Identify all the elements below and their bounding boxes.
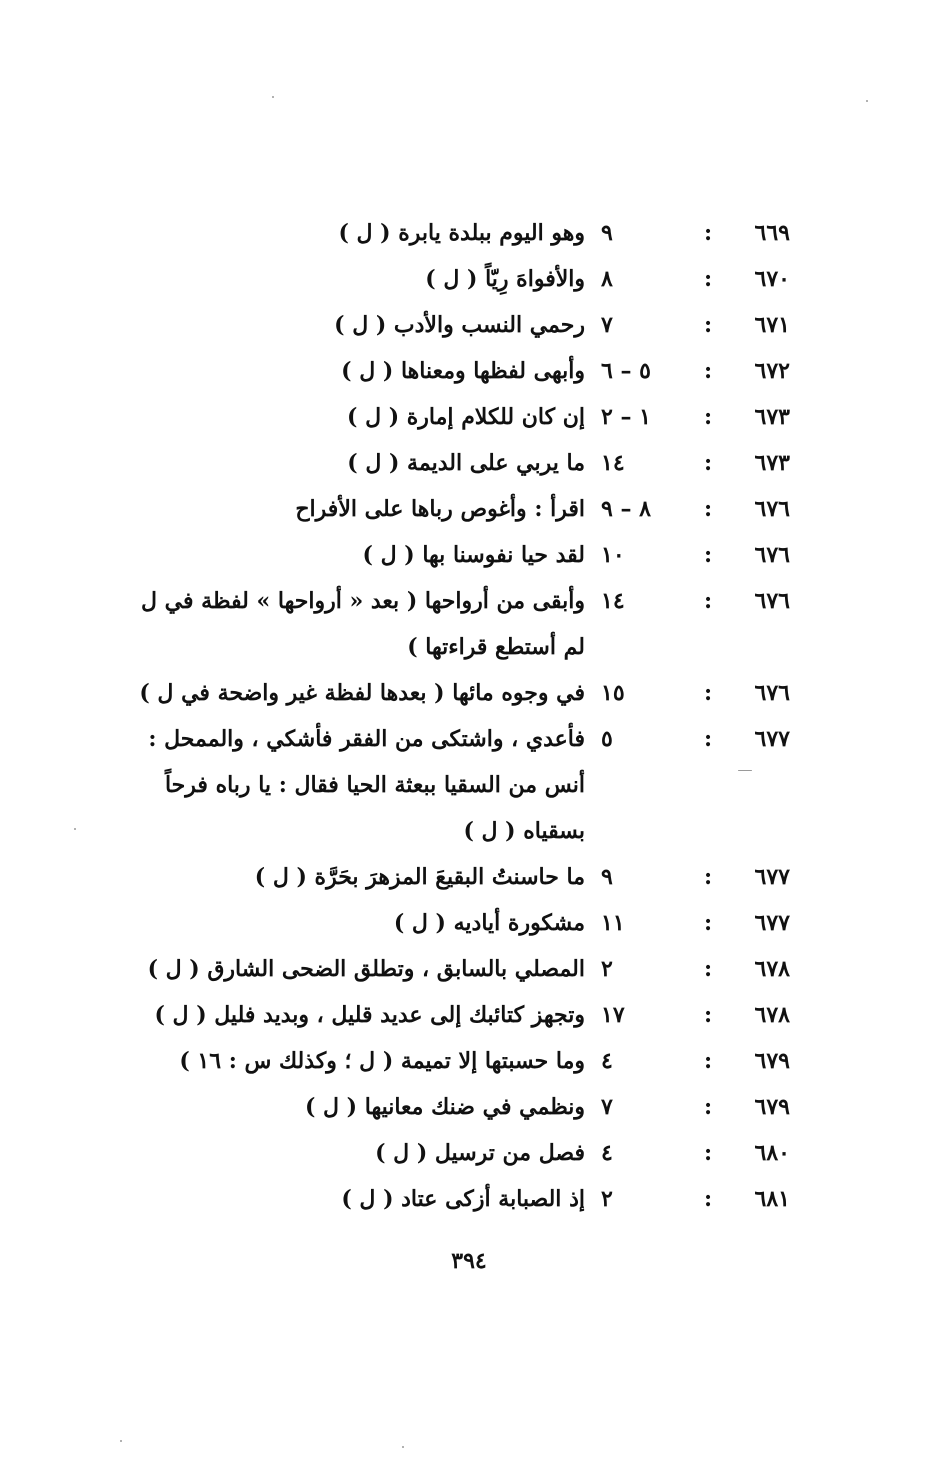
entry-text-line: وتجهز كتائبك إلى عديد قليل ، وبديد فليل ( ل )	[154, 1002, 585, 1028]
errata-entry	[130, 854, 790, 900]
entry-reference	[585, 1038, 790, 1084]
entry-text	[130, 578, 585, 670]
entry-text	[130, 440, 585, 486]
entry-page-number: ٦٧٢	[754, 358, 790, 384]
entry-text	[130, 256, 585, 302]
entry-reference	[585, 900, 790, 946]
entry-separator: :	[703, 496, 713, 522]
entry-reference	[585, 1130, 790, 1176]
entry-separator: :	[703, 1186, 713, 1212]
entry-reference	[585, 302, 790, 348]
entry-text-line: فأعدي ، واشتكى من الفقر فأشكي ، والممحل :	[148, 726, 585, 752]
entry-text-line: المصلي بالسابق ، وتطلق الضحى الشارق ( ل )	[147, 956, 585, 982]
errata-entry	[130, 716, 790, 854]
entry-separator: :	[703, 680, 713, 706]
entry-text-line: في وجوه مائها ( بعدها لفظة غير واضحة في ل )	[139, 680, 585, 706]
entry-page-number: ٦٨٠	[754, 1140, 790, 1166]
entry-text-line: إن كان للكلام إمارة ( ل )	[347, 404, 585, 430]
errata-entry	[130, 578, 790, 670]
entry-page-number: ٦٧٦	[754, 542, 790, 568]
entry-line-number: ٨ – ٩	[601, 496, 651, 522]
errata-entry	[130, 1084, 790, 1130]
entry-separator: :	[703, 1140, 713, 1166]
entry-text	[130, 946, 585, 992]
entry-line-number: ١ – ٢	[601, 404, 651, 430]
entry-page-number: ٦٧٦	[754, 680, 790, 706]
entry-text	[130, 210, 585, 256]
errata-entry	[130, 302, 790, 348]
entry-page-number: ٦٧٣	[754, 450, 790, 476]
entry-reference	[585, 1176, 790, 1222]
entry-page-number: ٦٧٠	[754, 266, 790, 292]
entry-page-number: ٦٧٦	[754, 588, 790, 614]
errata-entry	[130, 1176, 790, 1222]
entry-page-number: ٦٧٦	[754, 496, 790, 522]
entry-text	[130, 900, 585, 946]
page-number: ٣٩٤	[451, 1248, 487, 1274]
entry-line-number: ٢	[601, 956, 613, 982]
entry-reference	[585, 670, 790, 716]
entry-text-line: رحمي النسب والأدب ( ل )	[334, 312, 585, 338]
entry-text-line: أنس من السقيا ببعثة الحيا فقال : يا رباه فرحاً	[164, 772, 585, 798]
entry-separator: :	[703, 1002, 713, 1028]
entry-text-line: وأبقى من أرواحها ( بعد « أرواحها » لفظة في ل	[141, 588, 585, 614]
entry-text	[130, 394, 585, 440]
entry-page-number: ٦٦٩	[754, 220, 790, 246]
entry-page-number: ٦٨١	[754, 1186, 790, 1212]
entry-separator: :	[703, 404, 713, 430]
scan-speck	[866, 100, 868, 102]
entry-text-line: لم أستطع قراءتها )	[407, 634, 585, 660]
entry-text	[130, 1176, 585, 1222]
entry-line-number: ٧	[601, 312, 613, 338]
entry-line-number: ٢	[601, 1186, 613, 1212]
entry-reference	[585, 532, 790, 578]
entry-page-number: ٦٧٨	[754, 956, 790, 982]
entry-line-number: ١٥	[601, 680, 625, 706]
entry-text-line: لقد حيا نفوسنا بها ( ل )	[362, 542, 585, 568]
scan-speck	[402, 1446, 404, 1448]
entry-reference	[585, 992, 790, 1038]
entry-text	[130, 348, 585, 394]
entry-reference	[585, 578, 790, 624]
entry-reference	[585, 256, 790, 302]
entry-reference	[585, 210, 790, 256]
scan-speck	[120, 1440, 122, 1442]
entry-separator: :	[703, 864, 713, 890]
entry-page-number: ٦٧٧	[754, 910, 790, 936]
errata-entry	[130, 256, 790, 302]
entry-line-number: ٥ – ٦	[601, 358, 651, 384]
entry-text	[130, 532, 585, 578]
entry-separator: :	[703, 312, 713, 338]
entry-page-number: ٦٧١	[754, 312, 790, 338]
entry-separator: :	[703, 910, 713, 936]
entry-line-number: ٥	[601, 726, 613, 752]
entry-page-number: ٦٧٧	[754, 864, 790, 890]
entry-text	[130, 1038, 585, 1084]
entry-page-number: ٦٧٩	[754, 1094, 790, 1120]
entry-text-line: اقرأ : وأغوص رباها على الأفراح	[295, 496, 585, 522]
entry-text-line: ونظمي في ضنك معانيها ( ل )	[304, 1094, 585, 1120]
entry-reference	[585, 440, 790, 486]
errata-entry	[130, 1038, 790, 1084]
errata-list	[130, 210, 790, 1222]
entry-separator: :	[703, 220, 713, 246]
entry-reference	[585, 854, 790, 900]
entry-line-number: ١٠	[601, 542, 625, 568]
errata-entry	[130, 900, 790, 946]
entry-separator: :	[703, 588, 713, 614]
entry-reference	[585, 394, 790, 440]
entry-text-line: وأبهى لفظها ومعناها ( ل )	[341, 358, 585, 384]
entry-separator: :	[703, 450, 713, 476]
entry-text-line: وهو اليوم ببلدة يابرة ( ل )	[338, 220, 585, 246]
entry-text	[130, 992, 585, 1038]
entry-line-number: ٩	[601, 220, 613, 246]
entry-text	[130, 716, 585, 854]
entry-reference	[585, 348, 790, 394]
entry-text-line: والأفواهَ رِيّاً ( ل )	[425, 266, 585, 292]
entry-reference	[585, 716, 790, 762]
entry-text	[130, 1084, 585, 1130]
entry-text	[130, 302, 585, 348]
entry-text	[130, 854, 585, 900]
entry-separator: :	[703, 956, 713, 982]
errata-entry	[130, 532, 790, 578]
entry-page-number: ٦٧٧	[754, 726, 790, 752]
entry-text	[130, 670, 585, 716]
entry-separator: :	[703, 1094, 713, 1120]
entry-reference	[585, 1084, 790, 1130]
entry-line-number: ١٤	[601, 450, 625, 476]
scan-speck	[74, 828, 76, 830]
entry-text-line: مشكورة أياديه ( ل )	[393, 910, 585, 936]
entry-reference	[585, 486, 790, 532]
entry-line-number: ٨	[601, 266, 613, 292]
entry-line-number: ٩	[601, 864, 613, 890]
entry-text-line: بسقياه ( ل )	[463, 818, 585, 844]
errata-entry	[130, 1130, 790, 1176]
entry-separator: :	[703, 266, 713, 292]
errata-entry	[130, 992, 790, 1038]
entry-line-number: ١١	[601, 910, 625, 936]
entry-separator: :	[703, 1048, 713, 1074]
entry-separator: :	[703, 358, 713, 384]
errata-entry	[130, 486, 790, 532]
entry-separator: :	[703, 726, 713, 752]
entry-text-line: فصل من ترسيل ( ل )	[375, 1140, 585, 1166]
entry-page-number: ٦٧٩	[754, 1048, 790, 1074]
errata-entry	[130, 670, 790, 716]
entry-text	[130, 486, 585, 532]
entry-text-line: إذ الصبابة أزكى عتاد ( ل )	[341, 1186, 585, 1212]
errata-entry	[130, 210, 790, 256]
entry-page-number: ٦٧٨	[754, 1002, 790, 1028]
entry-line-number: ١٤	[601, 588, 625, 614]
scan-speck	[272, 96, 274, 98]
entry-text-line: وما حسبتها إلا تميمة ( ل ؛ وكذلك س : ١٦ )	[179, 1048, 585, 1074]
errata-entry	[130, 394, 790, 440]
entry-text-line: ما حاسنتُ البقيعَ المزهرَ بحَرَّة ( ل )	[254, 864, 585, 890]
entry-separator: :	[703, 542, 713, 568]
entry-line-number: ٧	[601, 1094, 613, 1120]
entry-text	[130, 1130, 585, 1176]
entry-text-line: ما يربي على الديمة ( ل )	[347, 450, 585, 476]
entry-page-number: ٦٧٣	[754, 404, 790, 430]
entry-reference	[585, 946, 790, 992]
errata-entry	[130, 946, 790, 992]
entry-line-number: ٤	[601, 1048, 613, 1074]
errata-entry	[130, 348, 790, 394]
errata-entry	[130, 440, 790, 486]
entry-line-number: ١٧	[601, 1002, 625, 1028]
entry-line-number: ٤	[601, 1140, 613, 1166]
